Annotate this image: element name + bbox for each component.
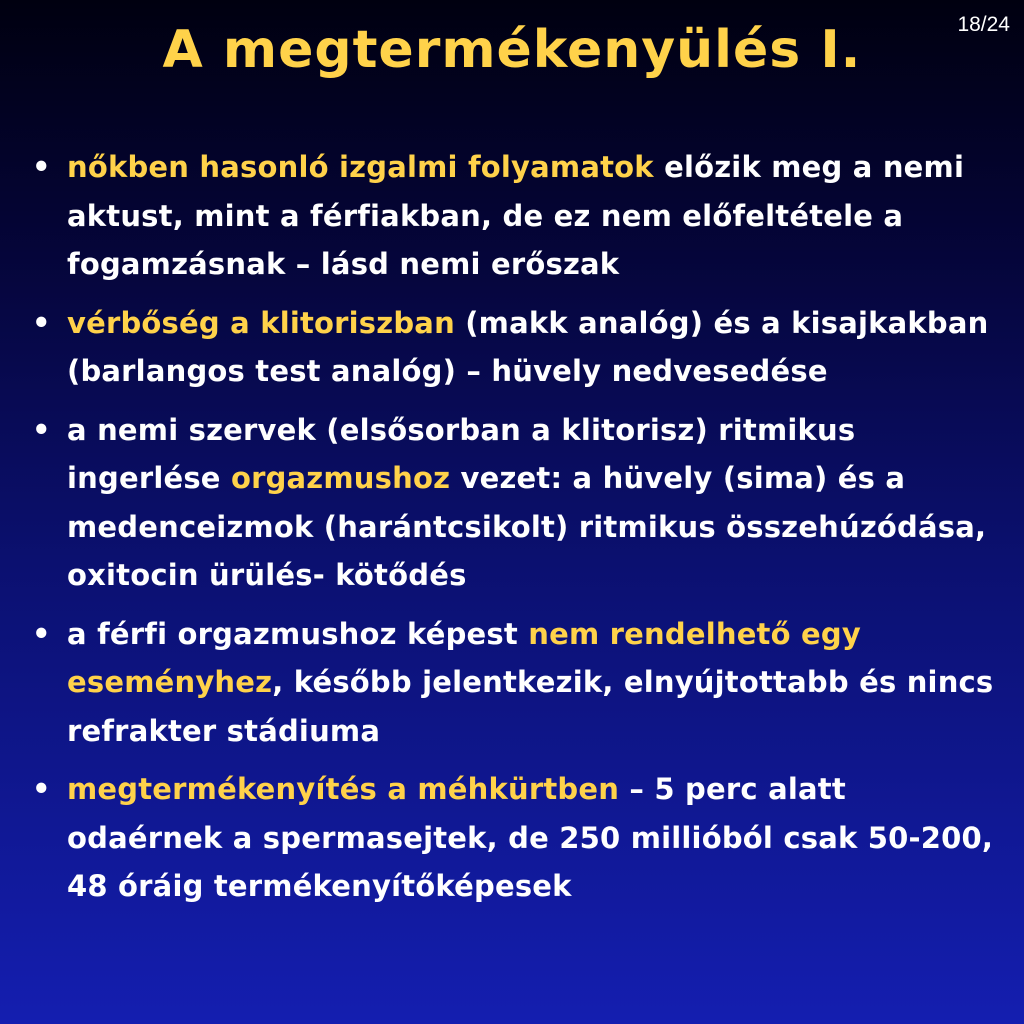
bullet-list [30,143,1002,911]
bullet-item-engorgement [30,299,1002,396]
body-text: , később jelentkezik, elnyújtottabb és nincs refrakter stádiuma [67,665,994,748]
body-text: – 5 perc alatt odaérnek a spermasejtek, de 250 millióból csak 50-200, 48 óráig termékenyítőképesek [67,772,994,903]
slide-title: A megtermékenyülés I. [162,20,862,80]
body-text: (makk analóg) és a kisajkakban (barlangos test analóg) – hüvely nedvesedése [67,305,989,388]
bullet-item-comparison [30,610,1002,756]
bullet-icon: • [32,412,51,447]
highlight-text: vérbőség a klitoriszban [67,305,455,340]
highlight-text: megtermékenyítés a méhkürtben [67,772,620,806]
slide-number: 18/24 [957,13,1010,36]
bullet-icon: • [32,305,51,340]
body-text: vezet: a hüvely (sima) és a medenceizmok (harántcsikolt) ritmikus összehúzódása, oxitocin ürülés- kötődés [67,461,987,592]
bullet-icon: • [32,616,51,651]
highlight-text: orgazmushoz [230,461,451,495]
body-text: a nemi szervek (elsősorban a klitorisz) ritmikus ingerlése [67,412,856,495]
body-text: előzik meg a nemi aktust, mint a férfiakban, de ez nem előfeltétele a fogamzásnak – lásd nemi erőszak [67,150,965,281]
bullet-item-arousal [30,143,1002,289]
highlight-text: nem rendelhető egy eseményhez [67,616,861,699]
body-text: a férfi orgazmushoz képest [67,616,529,651]
bullet-icon: • [32,150,51,184]
bullet-item-orgasm [30,406,1002,600]
bullet-item-fertilization [30,765,1002,911]
highlight-text: nőkben hasonló izgalmi folyamatok [67,150,654,184]
bullet-icon: • [32,772,51,806]
